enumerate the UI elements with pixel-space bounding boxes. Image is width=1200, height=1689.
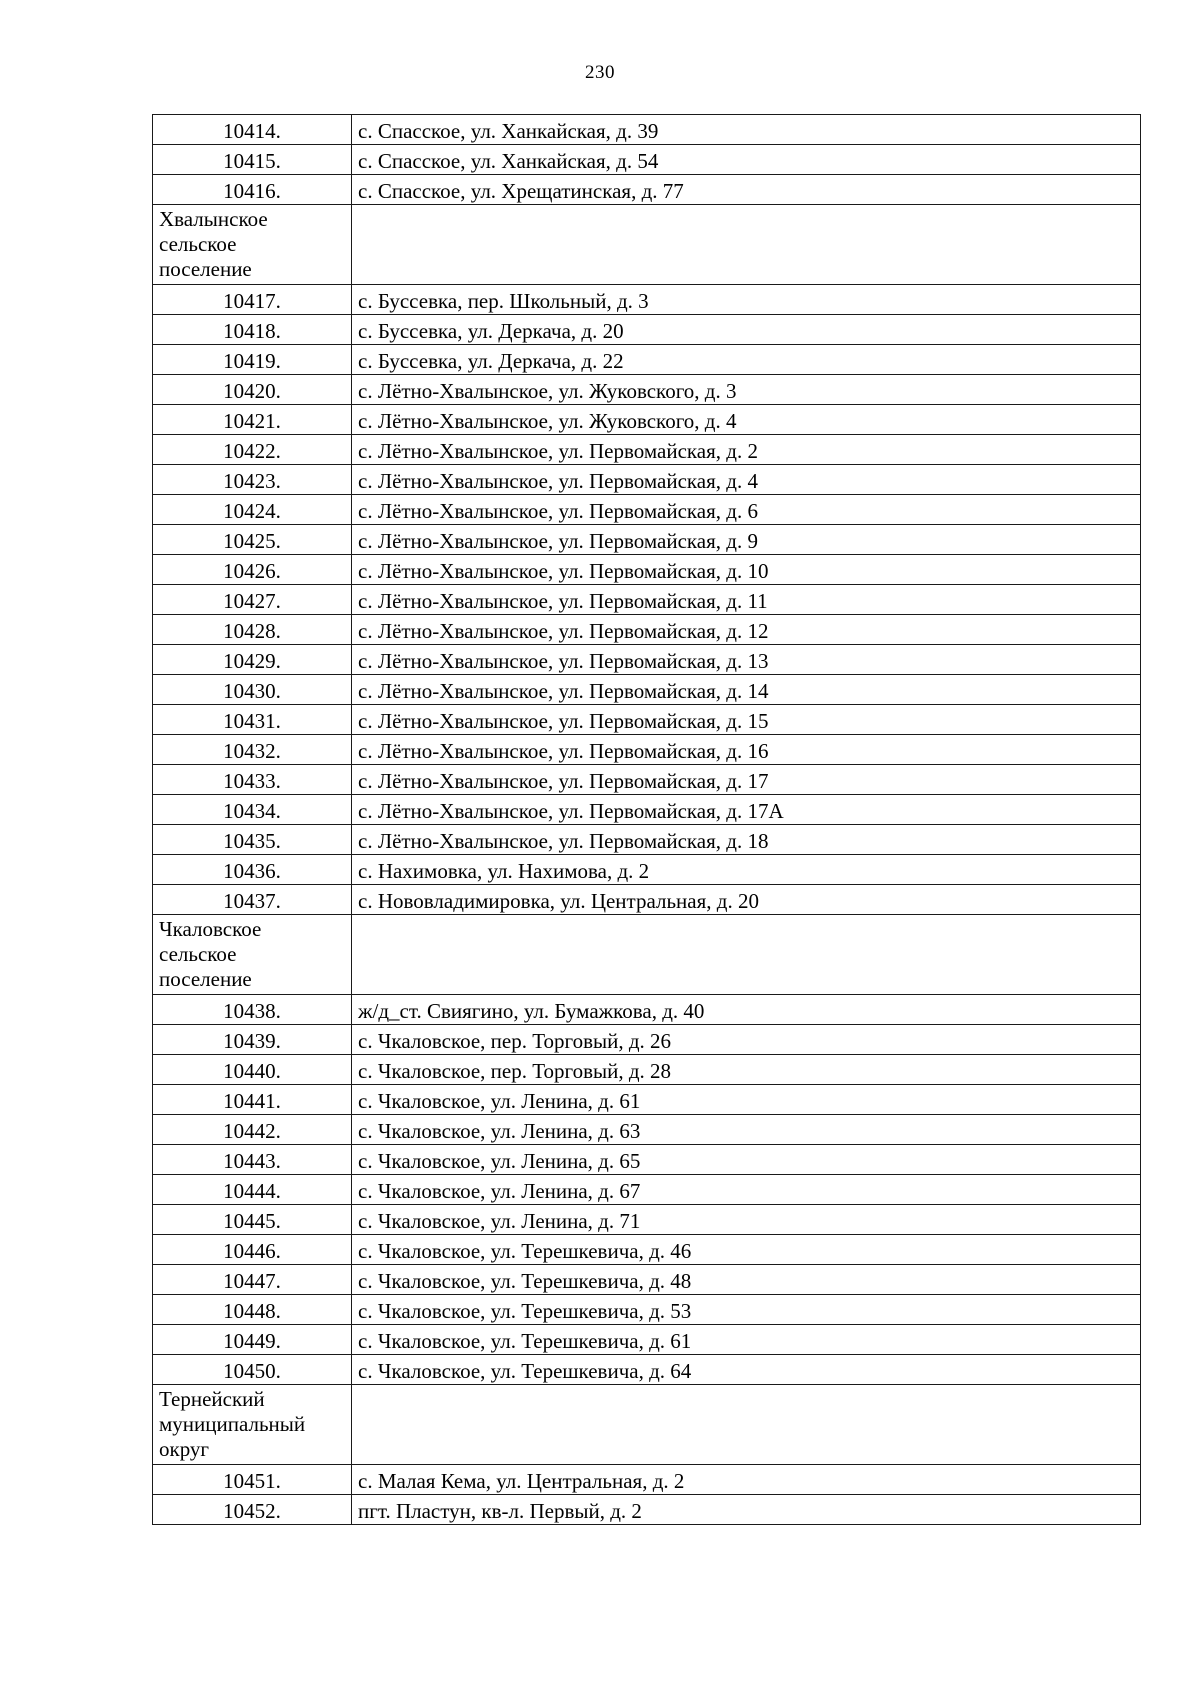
table-row [153,645,1141,675]
section-name: Тернейский муниципальный округ [153,1385,352,1465]
row-number: 10437. [153,885,352,915]
row-address: с. Чкаловское, ул. Ленина, д. 61 [352,1085,1141,1115]
row-number: 10430. [153,675,352,705]
row-number: 10440. [153,1055,352,1085]
table-row [153,1145,1141,1175]
row-number: 10450. [153,1355,352,1385]
table-row [153,435,1141,465]
row-number: 10427. [153,585,352,615]
row-address: с. Лётно-Хвалынское, ул. Первомайская, д. 9 [352,525,1141,555]
section-header-row [153,1385,1141,1465]
table-row [153,1205,1141,1235]
row-address: с. Лётно-Хвалынское, ул. Жуковского, д. 4 [352,405,1141,435]
table-row [153,615,1141,645]
table-row [153,555,1141,585]
row-address: с. Лётно-Хвалынское, ул. Первомайская, д. 17 [352,765,1141,795]
row-number: 10442. [153,1115,352,1145]
table-row [153,1325,1141,1355]
row-address: с. Нахимовка, ул. Нахимова, д. 2 [352,855,1141,885]
row-address: с. Лётно-Хвалынское, ул. Первомайская, д. 11 [352,585,1141,615]
row-address: с. Лётно-Хвалынское, ул. Первомайская, д. 13 [352,645,1141,675]
row-number: 10422. [153,435,352,465]
row-number: 10433. [153,765,352,795]
row-number: 10452. [153,1495,352,1525]
row-address: с. Буссевка, ул. Деркача, д. 22 [352,345,1141,375]
row-address: ж/д_ст. Свиягино, ул. Бумажкова, д. 40 [352,995,1141,1025]
row-number: 10443. [153,1145,352,1175]
table-row [153,995,1141,1025]
row-address: с. Малая Кема, ул. Центральная, д. 2 [352,1465,1141,1495]
row-address: с. Лётно-Хвалынское, ул. Первомайская, д. 4 [352,465,1141,495]
table-row [153,1175,1141,1205]
row-address: с. Чкаловское, ул. Терешкевича, д. 61 [352,1325,1141,1355]
table-row [153,285,1141,315]
row-address: с. Чкаловское, ул. Ленина, д. 63 [352,1115,1141,1145]
row-number: 10418. [153,315,352,345]
row-number: 10444. [153,1175,352,1205]
row-address: с. Буссевка, ул. Деркача, д. 20 [352,315,1141,345]
table-row [153,465,1141,495]
table-row [153,525,1141,555]
row-number: 10446. [153,1235,352,1265]
row-number: 10451. [153,1465,352,1495]
row-address: с. Нововладимировка, ул. Центральная, д. 20 [352,885,1141,915]
row-address: с. Лётно-Хвалынское, ул. Первомайская, д. 12 [352,615,1141,645]
row-address: пгт. Пластун, кв-л. Первый, д. 2 [352,1495,1141,1525]
table-row [153,1085,1141,1115]
table-row [153,145,1141,175]
row-number: 10415. [153,145,352,175]
page-number: 230 [585,62,615,83]
row-number: 10441. [153,1085,352,1115]
table-row [153,855,1141,885]
row-number: 10447. [153,1265,352,1295]
row-address: с. Чкаловское, ул. Терешкевича, д. 48 [352,1265,1141,1295]
row-number: 10436. [153,855,352,885]
row-address: с. Лётно-Хвалынское, ул. Первомайская, д. 10 [352,555,1141,585]
section-name: Хвалынское сельское поселение [153,205,352,285]
row-number: 10445. [153,1205,352,1235]
row-number: 10431. [153,705,352,735]
row-address: с. Чкаловское, ул. Терешкевича, д. 46 [352,1235,1141,1265]
table-row [153,1355,1141,1385]
section-empty-cell [352,205,1141,285]
section-header-row [153,915,1141,995]
row-address: с. Лётно-Хвалынское, ул. Первомайская, д. 15 [352,705,1141,735]
table-row [153,1115,1141,1145]
row-address: с. Спасское, ул. Ханкайская, д. 39 [352,115,1141,145]
row-address: с. Спасское, ул. Ханкайская, д. 54 [352,145,1141,175]
table-row [153,885,1141,915]
row-address: с. Чкаловское, ул. Терешкевича, д. 64 [352,1355,1141,1385]
table-row [153,825,1141,855]
row-address: с. Лётно-Хвалынское, ул. Первомайская, д. 2 [352,435,1141,465]
row-number: 10438. [153,995,352,1025]
table-row [153,1295,1141,1325]
row-address: с. Лётно-Хвалынское, ул. Жуковского, д. 3 [352,375,1141,405]
row-number: 10432. [153,735,352,765]
table-row [153,1465,1141,1495]
row-number: 10448. [153,1295,352,1325]
row-number: 10439. [153,1025,352,1055]
section-empty-cell [352,915,1141,995]
address-table [152,114,1141,1525]
row-number: 10426. [153,555,352,585]
table-row [153,315,1141,345]
row-address: с. Лётно-Хвалынское, ул. Первомайская, д. 18 [352,825,1141,855]
row-number: 10423. [153,465,352,495]
table-row [153,405,1141,435]
table-row [153,375,1141,405]
row-address: с. Чкаловское, ул. Ленина, д. 67 [352,1175,1141,1205]
row-address: с. Чкаловское, ул. Терешкевича, д. 53 [352,1295,1141,1325]
row-address: с. Буссевка, пер. Школьный, д. 3 [352,285,1141,315]
row-number: 10428. [153,615,352,645]
table-row [153,115,1141,145]
row-number: 10416. [153,175,352,205]
row-address: с. Лётно-Хвалынское, ул. Первомайская, д. 16 [352,735,1141,765]
row-address: с. Чкаловское, пер. Торговый, д. 28 [352,1055,1141,1085]
address-table-body [153,115,1141,1525]
row-number: 10421. [153,405,352,435]
row-number: 10420. [153,375,352,405]
row-address: с. Лётно-Хвалынское, ул. Первомайская, д. 14 [352,675,1141,705]
row-address: с. Лётно-Хвалынское, ул. Первомайская, д. 6 [352,495,1141,525]
table-row [153,1495,1141,1525]
row-number: 10414. [153,115,352,145]
table-row [153,1055,1141,1085]
row-address: с. Чкаловское, пер. Торговый, д. 26 [352,1025,1141,1055]
table-row [153,735,1141,765]
row-number: 10449. [153,1325,352,1355]
section-name: Чкаловское сельское поселение [153,915,352,995]
table-row [153,175,1141,205]
row-number: 10435. [153,825,352,855]
table-row [153,1265,1141,1295]
section-empty-cell [352,1385,1141,1465]
table-row [153,1235,1141,1265]
table-row [153,345,1141,375]
table-row [153,585,1141,615]
table-row [153,495,1141,525]
row-address: с. Чкаловское, ул. Ленина, д. 65 [352,1145,1141,1175]
section-header-row [153,205,1141,285]
row-number: 10434. [153,795,352,825]
row-number: 10424. [153,495,352,525]
row-address: с. Спасское, ул. Хрещатинская, д. 77 [352,175,1141,205]
row-number: 10425. [153,525,352,555]
table-row [153,705,1141,735]
table-row [153,795,1141,825]
row-address: с. Лётно-Хвалынское, ул. Первомайская, д. 17А [352,795,1141,825]
table-row [153,675,1141,705]
row-address: с. Чкаловское, ул. Ленина, д. 71 [352,1205,1141,1235]
table-row [153,1025,1141,1055]
row-number: 10419. [153,345,352,375]
row-number: 10429. [153,645,352,675]
row-number: 10417. [153,285,352,315]
table-row [153,765,1141,795]
